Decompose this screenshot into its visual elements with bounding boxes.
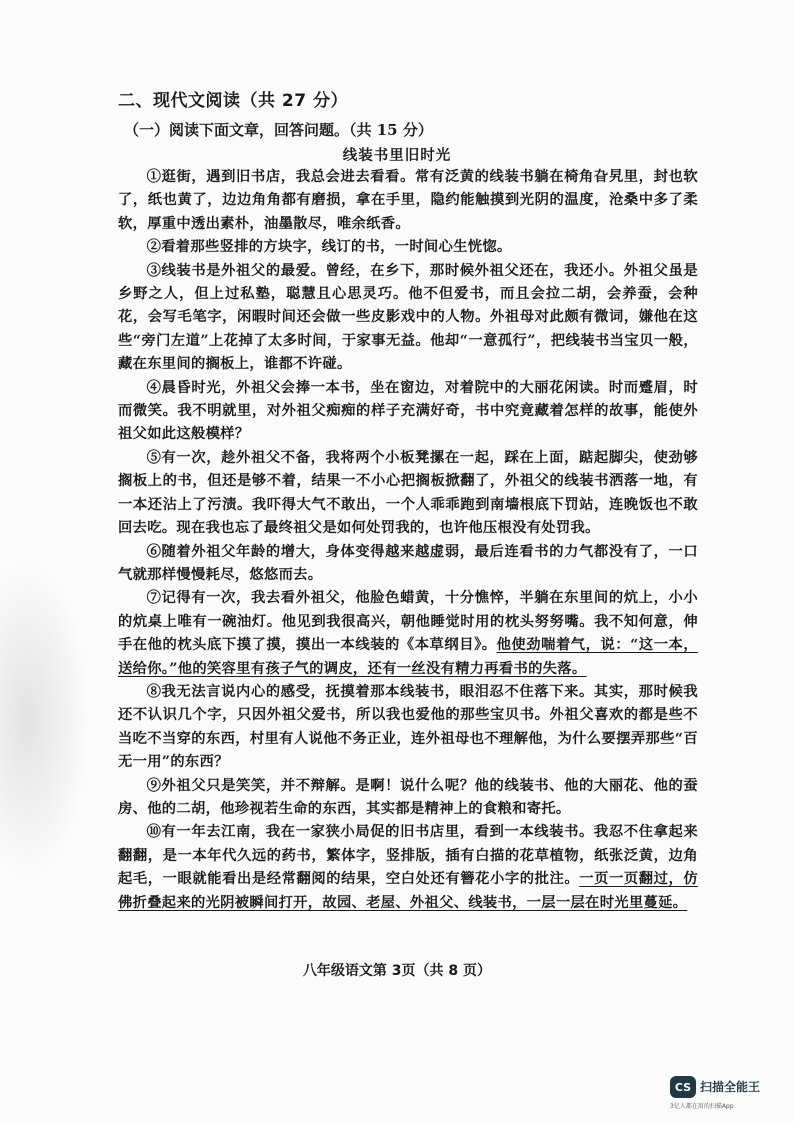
article-title: 线装书里旧时光	[342, 147, 452, 164]
paragraph: ⑤有一次，趁外祖父不备，我将两个小板凳摞在一起，踩在上面，踮起脚尖，使劲够搁板上的书，但还是够不着，结果一不小心把搁板掀翻了，外祖父的线装书洒落一地，有一本还沾上了污渍。我吓得大气不敢出，一个人乖乖跑到南墙根底下罚站，连晚饭也不敢回去吃。现在我也忘了最终祖父是如何处罚我的，也许他压根没有处罚我。	[118, 449, 698, 537]
page-footer: 八年级语文第 3页（共 8 页）	[302, 963, 492, 979]
paragraph: ①逛街，遇到旧书店，我总会进去看看。常有泛黄的线装书躺在椅角旮旯里，封也软了，纸也黄了，边边角角都有磨损，拿在手里，隐约能触摸到光阴的温度，沧桑中多了柔软，厚重中透出素朴，油墨散尽，唯余纸香。	[118, 169, 698, 232]
underlined-sentence: 他使劲喘着气，说：“这一本，送给你。”他的笑容里有孩子气的调皮，还有一丝没有精力再看书的失落。	[118, 637, 698, 677]
scan-smudge	[0, 560, 90, 880]
paragraph: ⑥随着外祖父年龄的增大，身体变得越来越虚弱，最后连看书的力气都没有了，一口气就那样慢慢耗尽，悠悠而去。	[118, 543, 698, 583]
scanner-watermark	[670, 1076, 782, 1110]
scanner-tagline: 3亿人都在用的扫描App	[670, 1103, 734, 1110]
paragraph: ③线装书是外祖父的最爱。曾经，在乡下，那时候外祖父还在，我还小。外祖父虽是乡野之人，但上过私塾，聪慧且心思灵巧。他不但爱书，而且会拉二胡，会养蚕，会种花，会写毛笔字，闲暇时间还会做一些皮影戏中的人物。外祖母对此颇有微词，嫌他在这些“旁门左道”上花掉了太多时间，于家事无益。他却“一意孤行”，把线装书当宝贝一般，藏在东里间的搁板上，谁都不许碰。	[118, 262, 698, 373]
subsection-title: （一）阅读下面文章，回答问题。（共 15 分）	[124, 121, 433, 139]
camscanner-icon: CS	[670, 1076, 696, 1098]
article-body	[118, 166, 698, 915]
paragraph: ⑨外祖父只是笑笑，并不辩解。是啊！说什么呢？他的线装书、他的大丽花、他的蚕房、他的二胡，他珍视若生命的东西，其实都是精神上的食粮和寄托。	[118, 777, 698, 817]
underlined-sentence: 一页一页翻过，仿佛折叠起来的光阴被瞬间打开，故园、老屋、外祖父、线装书，一层一层在时光里蔓延。	[118, 871, 698, 911]
section-title: 二、现代文阅读（共 27 分）	[118, 91, 348, 111]
scanner-app-name: 扫描全能王	[700, 1080, 761, 1094]
paragraph: ⑦记得有一次，我去看外祖父，他脸色蜡黄，十分憔悴，半躺在东里间的炕上，小小的炕桌上唯有一碗油灯。他见到我很高兴，朝他睡觉时用的枕头努努嘴。我不知何意，伸手在他的枕头底下摸了摸，摸出一本线装的《本草纲目》。他使劲喘着气，说：“这一本，送给你。”他的笑容里有孩子气的调皮，还有一丝没有精力再看书的失落。	[118, 590, 698, 677]
paragraph: ⑧我无法言说内心的感受，抚摸着那本线装书，眼泪忍不住落下来。其实，那时候我还不认识几个字，只因外祖父爱书，所以我也爱他的那些宝贝书。外祖父喜欢的都是些不当吃不当穿的东西，村里有人说他不务正业，连外祖母也不理解他，为什么要摆弄那些“百无一用”的东西？	[118, 683, 698, 771]
paragraph: ④晨昏时光，外祖父会捧一本书，坐在窗边，对着院中的大丽花闲读。时而蹙眉，时而微笑。我不明就里，对外祖父痴痴的样子充满好奇，书中究竟藏着怎样的故事，能使外祖父如此这般模样？	[118, 379, 698, 443]
paragraph: ②看着那些竖排的方块字，线订的书，一时间心生恍惚。	[146, 239, 512, 256]
paragraph: ⑩有一年去江南，我在一家狭小局促的旧书店里，看到一本线装书。我忍不住拿起来翻翻，是一本年代久远的药书，繁体字，竖排版，插有白描的花草植物，纸张泛黄，边角起毛，一眼就能看出是经常翻阅的结果，空白处还有簪花小字的批注。一页一页翻过，仿佛折叠起来的光阴被瞬间打开，故园、老屋、外祖父、线装书，一层一层在时光里蔓延。	[118, 824, 698, 911]
